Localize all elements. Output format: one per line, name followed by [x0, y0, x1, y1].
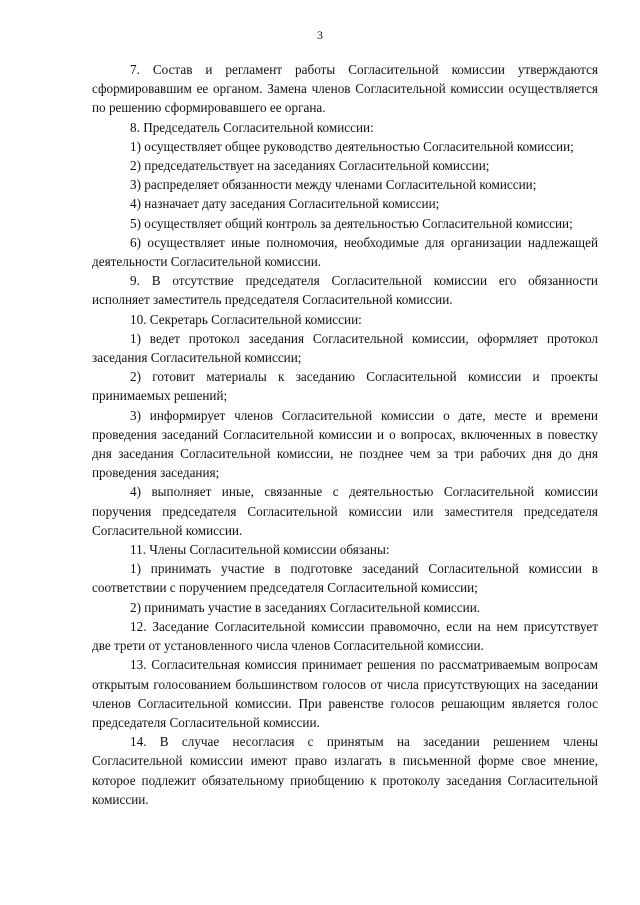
document-body [92, 60, 598, 809]
paragraph-8-item-6: 6) осуществляет иные полномочия, необходимые для организации надлежащей деятельности Согласительной комиссии. [92, 234, 598, 270]
paragraph-10-item-2: 2) готовит материалы к заседанию Согласительной комиссии и проекты принимаемых решений; [92, 369, 598, 404]
paragraph-11-heading: 11. Члены Согласительной комиссии обязаны: [130, 542, 390, 558]
paragraph-8-item-5: 5) осуществляет общий контроль за деятельностью Согласительной комиссии; [130, 215, 573, 231]
paragraph-10-item-4: 4) выполняет иные, связанные с деятельностью Согласительной комиссии поручения председателя Согласительной комиссии или заместителя председателя Согласительной комиссии. [92, 484, 598, 538]
paragraph-9: 9. В отсутствие председателя Согласительной комиссии его обязанности исполняет заместитель председателя Согласительной комиссии. [92, 273, 598, 308]
paragraph-10-item-1: 1) ведет протокол заседания Согласительной комиссии, оформляет протокол заседания Согласительной комиссии; [92, 330, 598, 366]
paragraph-11-item-1: 1) принимать участие в подготовке заседаний Согласительной комиссии в соответствии с поручением председателя Согласительной комиссии; [92, 561, 598, 596]
paragraph-7: 7. Состав и регламент работы Согласительной комиссии утверждаются сформировавшим ее органом. Замена членов Согласительной комиссии осуществляется по решению сформировавшего ее органа. [92, 62, 598, 116]
paragraph-13: 13. Согласительная комиссия принимает решения по рассматриваемым вопросам открытым голосованием большинством голосов от числа присутствующих на заседании членов Согласительной комиссии. При равенстве голосов решающим является голос председателя Согласительной комиссии. [92, 657, 598, 730]
page-number: 3 [317, 28, 323, 42]
paragraph-8-heading: 8. Председатель Согласительной комиссии: [130, 119, 374, 135]
paragraph-10-heading: 10. Секретарь Согласительной комиссии: [130, 311, 362, 327]
paragraph-14: 14. В случае несогласия с принятым на заседании решением члены Согласительной комиссии имеют право излагать в письменной форме свое мнение, которое подлежит обязательному приобщению к протоколу заседания Согласительной комиссии. [92, 734, 598, 807]
paragraph-8-item-4: 4) назначает дату заседания Согласительной комиссии; [130, 196, 440, 212]
paragraph-8-item-1: 1) осуществляет общее руководство деятельностью Согласительной комиссии; [130, 138, 574, 154]
paragraph-10-item-3: 3) информирует членов Согласительной комиссии о дате, месте и времени проведения заседаний Согласительной комиссии и о вопросах, включенных в повестку дня заседания Согласительной комиссии, не позднее чем за три рабочих дня до дня проведения заседания; [92, 407, 598, 481]
paragraph-8-item-3: 3) распределяет обязанности между членами Согласительной комиссии; [130, 177, 537, 193]
paragraph-8-item-2: 2) председательствует на заседаниях Согласительной комиссии; [130, 158, 490, 174]
paragraph-12: 12. Заседание Согласительной комиссии правомочно, если на нем присутствует две трети от установленного числа членов Согласительной комиссии. [92, 618, 598, 654]
paragraph-11-item-2: 2) принимать участие в заседаниях Согласительной комиссии. [130, 599, 481, 615]
